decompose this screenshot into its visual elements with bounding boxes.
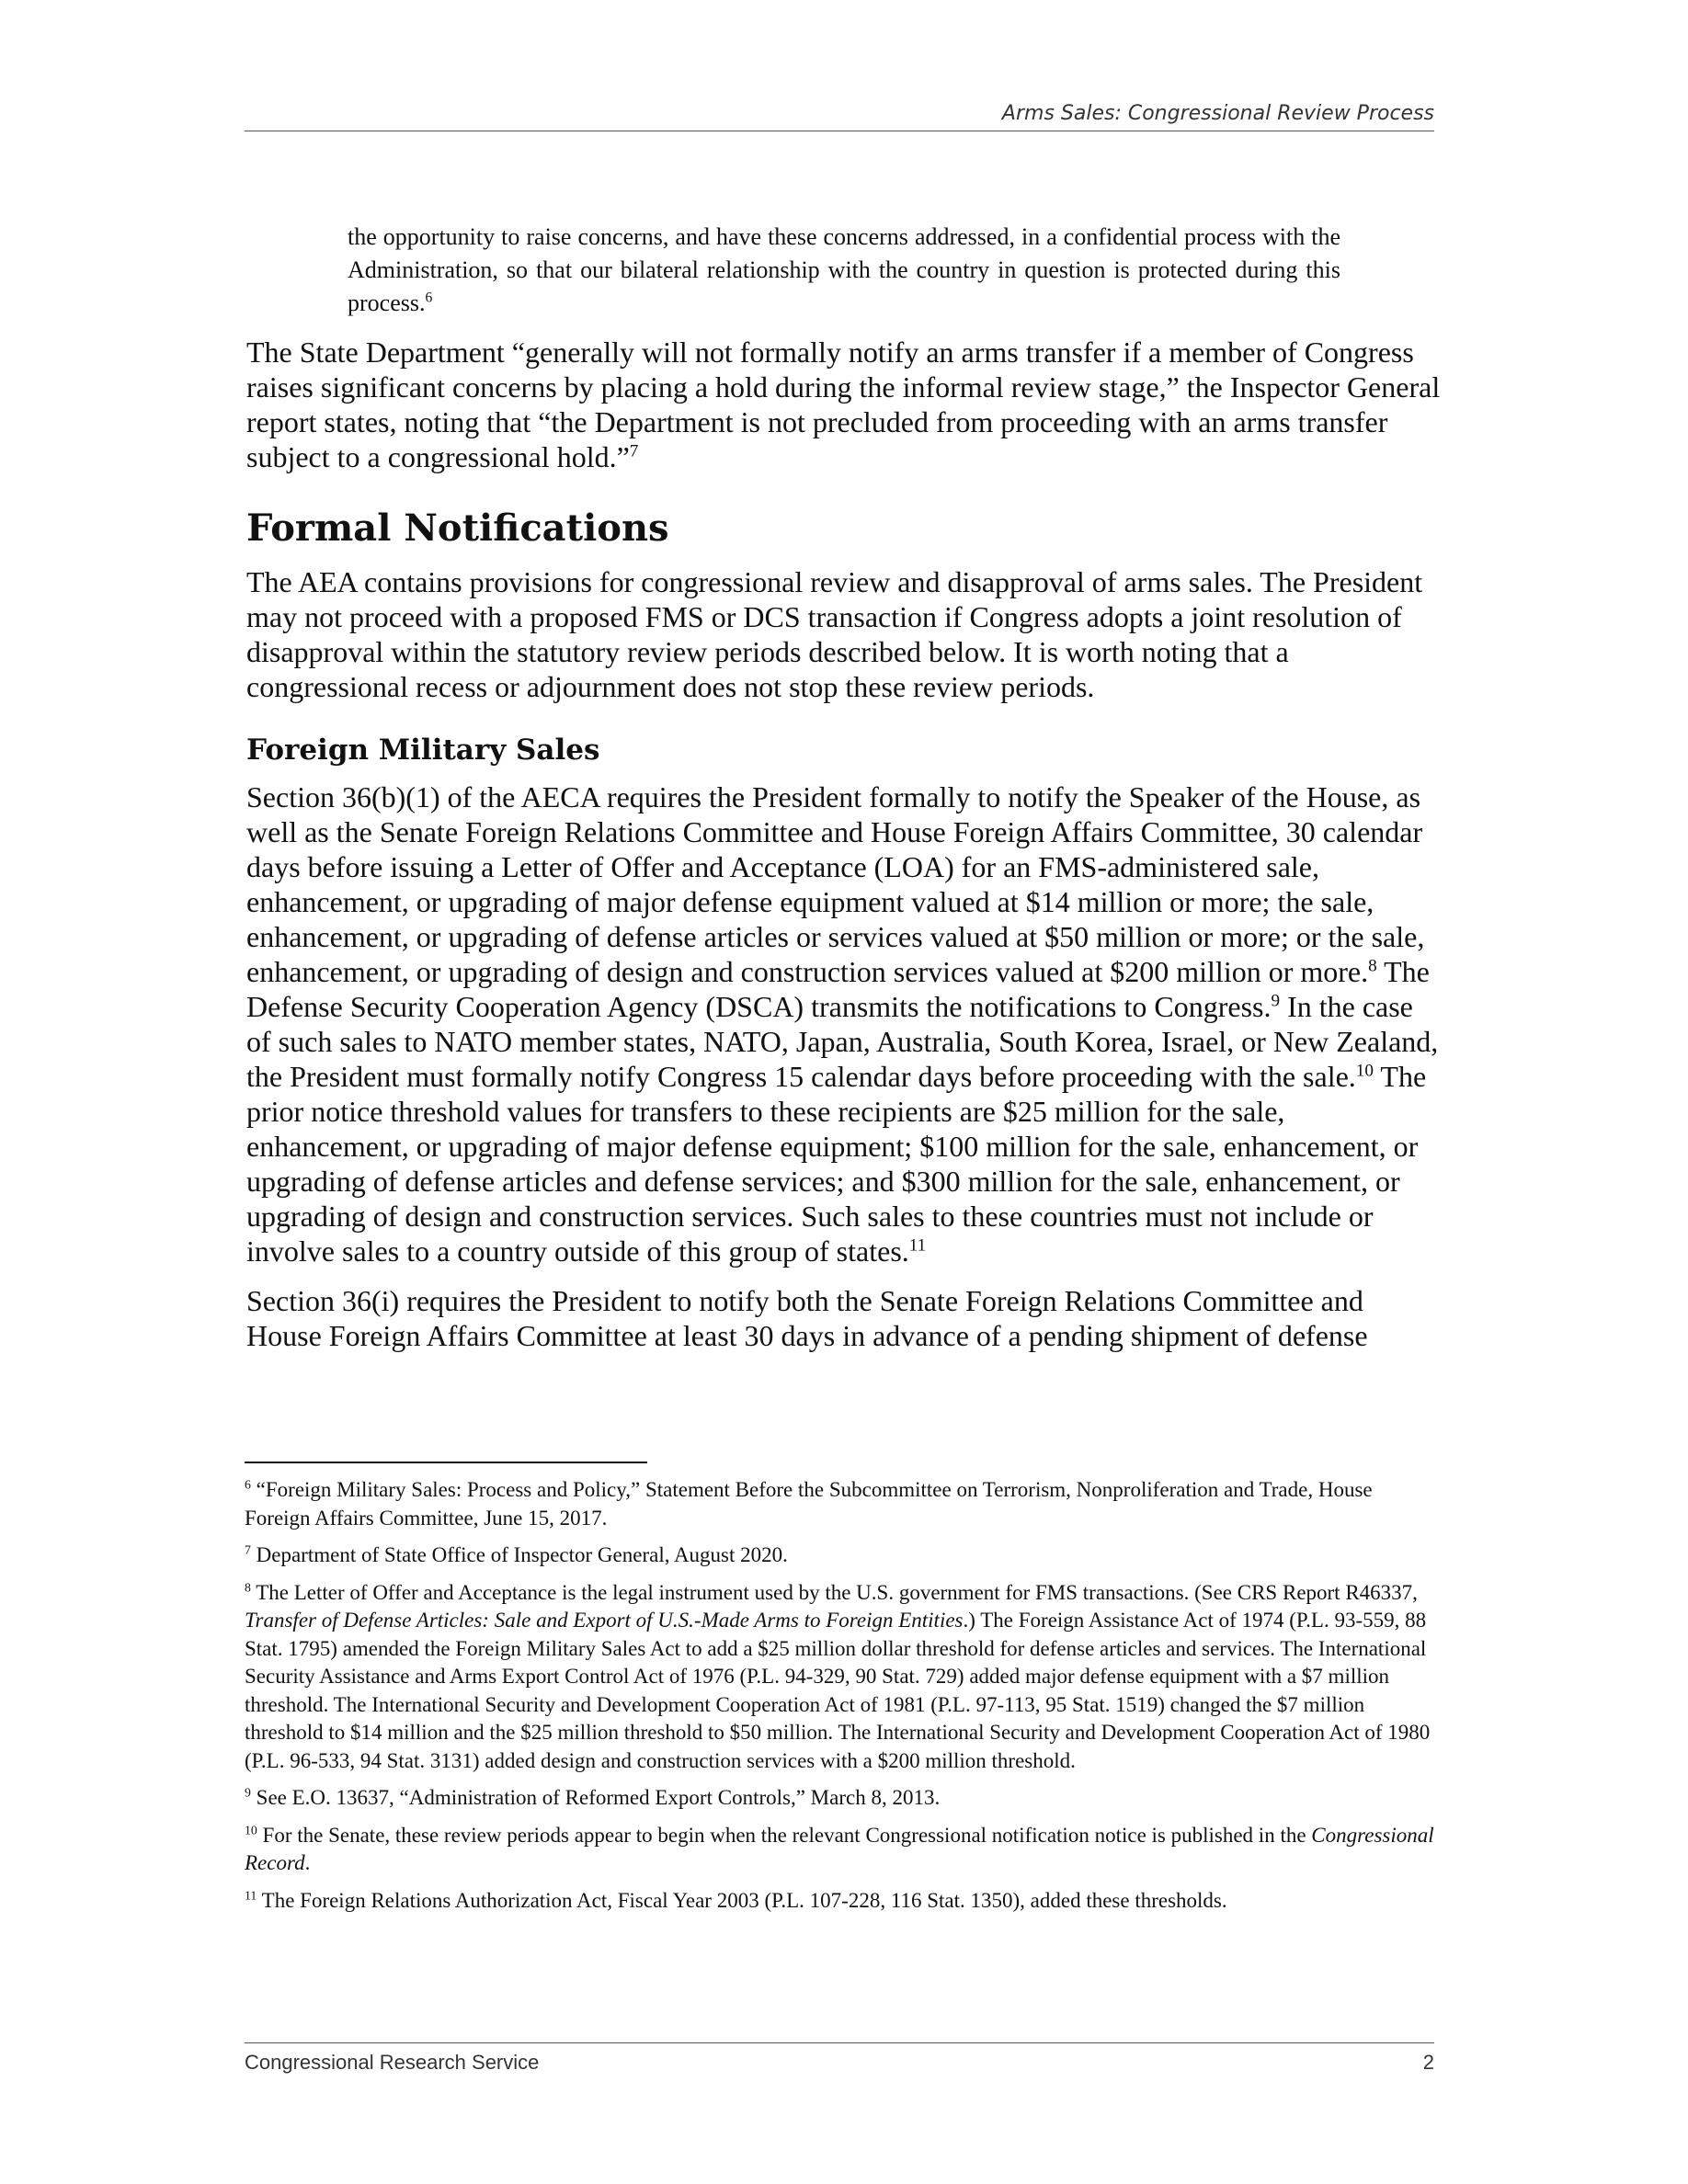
page-footer: [245, 2042, 1434, 2076]
footnote-text: “Foreign Military Sales: Process and Policy,” Statement Before the Subcommittee on Terrorism, Nonproliferation and Trade, House Foreign Affairs Committee, June 15, 2017.: [245, 1478, 1373, 1530]
footnote-report-title: Transfer of Defense Articles: Sale and Export of U.S.-Made Arms to Foreign Entities: [245, 1609, 964, 1632]
page-number: 2: [1422, 2051, 1434, 2074]
paragraph-text: Section 36(b)(1) of the AECA requires the President formally to notify the Speaker of the House, as well as the Senate Foreign Relations Committee and House Foreign Affairs Committee, 30 calendar days before issuing a Letter of Offer and Acceptance (LOA) for an FMS-administered sale, enhancement, or upgrading of major defense equipment valued at $14 million or more; the sale, enhancement, or upgrading of defense articles or services valued at $50 million or more; or the sale, enhancement, or upgrading of design and construction services valued at $200 million or more.: [246, 780, 1425, 988]
running-header: [245, 96, 1434, 131]
paragraph-state-department: [246, 335, 1442, 474]
paragraph-text: The Defense Security Cooperation Agency (DSCA) transmits the notifications to Congress.: [246, 955, 1430, 1023]
footnote-number: 10: [245, 1822, 257, 1837]
paragraph-text: The State Department “generally will not formally notify an arms transfer if a member of Congress raises significant concerns by placing a hold during the informal review stage,” the Inspector General report states, noting that “the Department is not precluded from proceeding with an arms transfer subject to a congressional hold.”: [246, 336, 1441, 473]
footnote-number: 11: [245, 1887, 257, 1902]
footnote-number: 7: [245, 1542, 251, 1557]
footnote-ref[interactable]: 7: [629, 441, 639, 461]
footnote-text: The Foreign Relations Authorization Act, Fiscal Year 2003 (P.L. 107-228, 116 Stat. 1350), added these thresholds.: [261, 1888, 1227, 1912]
running-header-title: Arms Sales: Congressional Review Process: [1001, 102, 1434, 125]
heading-formal-notifications: Formal Notifications: [246, 506, 669, 550]
footnote-ref[interactable]: 11: [908, 1235, 927, 1256]
paragraph-section-36i: Section 36(i) requires the President to notify both the Senate Foreign Relations Committee and House Foreign Affairs Committee at least 30 days in advance of a pending shipment of defense: [246, 1284, 1368, 1352]
footnote-text: .: [304, 1851, 311, 1874]
page-body: [246, 221, 1442, 1353]
footnote-text: For the Senate, these review periods appear to begin when the relevant Congressional notification notice is published in the: [262, 1823, 1312, 1847]
footer-publisher: Congressional Research Service: [245, 2051, 540, 2074]
footnote-text: See E.O. 13637, “Administration of Reformed Export Controls,” March 8, 2013.: [256, 1786, 941, 1809]
block-quote: [348, 221, 1340, 320]
footnote-ref[interactable]: 9: [1271, 991, 1281, 1011]
footnote-publication-title: Congressional Record: [245, 1823, 1434, 1874]
footnote-text: Department of State Office of Inspector General, August 2020.: [256, 1543, 788, 1566]
footnote-number: 6: [245, 1477, 251, 1492]
footnote-number: 9: [245, 1785, 251, 1800]
paragraph-text: In the case of such sales to NATO member states, NATO, Japan, Australia, South Korea, Israel, or New Zealand, the President must formally notify Congress 15 calendar days before proceeding with the sale.: [246, 990, 1439, 1093]
paragraph-section-36b: [246, 779, 1442, 1268]
footnote-text: .) The Foreign Assistance Act of 1974 (P.L. 93-559, 88 Stat. 1795) amended the Foreign Military Sales Act to add a $25 million dollar threshold for defense articles and services. The International Security Assistance and Arms Export Control Act of 1976 (P.L. 94-329, 90 Stat. 729) added major defense equipment with a $7 million threshold. The International Security and Development Cooperation Act of 1981 (P.L. 97-113, 95 Stat. 1519) changed the $7 million threshold to $14 million and the $25 million threshold to $50 million. The International Security and Development Cooperation Act of 1980 (P.L. 96-533, 94 Stat. 3131) added design and construction services with a $200 million threshold.: [245, 1609, 1431, 1772]
footnote-number: 8: [245, 1579, 251, 1594]
footnotes: [245, 1476, 1440, 1924]
footnote-separator: [245, 1462, 647, 1463]
footnote-8: [245, 1579, 1440, 1776]
heading-foreign-military-sales: Foreign Military Sales: [246, 734, 600, 767]
footnote-10: [245, 1822, 1440, 1878]
footnote-ref[interactable]: 6: [425, 290, 433, 306]
footnote-ref[interactable]: 10: [1355, 1061, 1374, 1081]
footnote-ref[interactable]: 8: [1368, 956, 1377, 976]
footnote-7: [245, 1541, 1440, 1570]
paragraph-aea: The AEA contains provisions for congressional review and disapproval of arms sales. The President may not proceed with a proposed FMS or DCS transaction if Congress adopts a joint resolution of disapproval within the statutory review periods described below. It is worth noting that a congressional recess or adjournment does not stop these review periods.: [246, 565, 1423, 703]
footnote-text: The Letter of Offer and Acceptance is the legal instrument used by the U.S. government for FMS transactions. (See CRS Report R46337,: [256, 1580, 1418, 1604]
footnote-9: [245, 1784, 1440, 1813]
block-quote-text: the opportunity to raise concerns, and have these concerns addressed, in a confidential process with the Administration, so that our bilateral relationship with the country in question is protected during this process.: [348, 223, 1340, 316]
footnote-6: [245, 1476, 1440, 1532]
paragraph-text: The prior notice threshold values for transfers to these recipients are $25 million for the sale, enhancement, or upgrading of major defense equipment; $100 million for the sale, enhancement, or upgrading of defense articles and defense services; and $300 million for the sale, enhancement, or upgrading of design and construction services. Such sales to these countries must not include or involve sales to a country outside of this group of states.: [246, 1060, 1427, 1268]
footnote-11: [245, 1887, 1440, 1916]
